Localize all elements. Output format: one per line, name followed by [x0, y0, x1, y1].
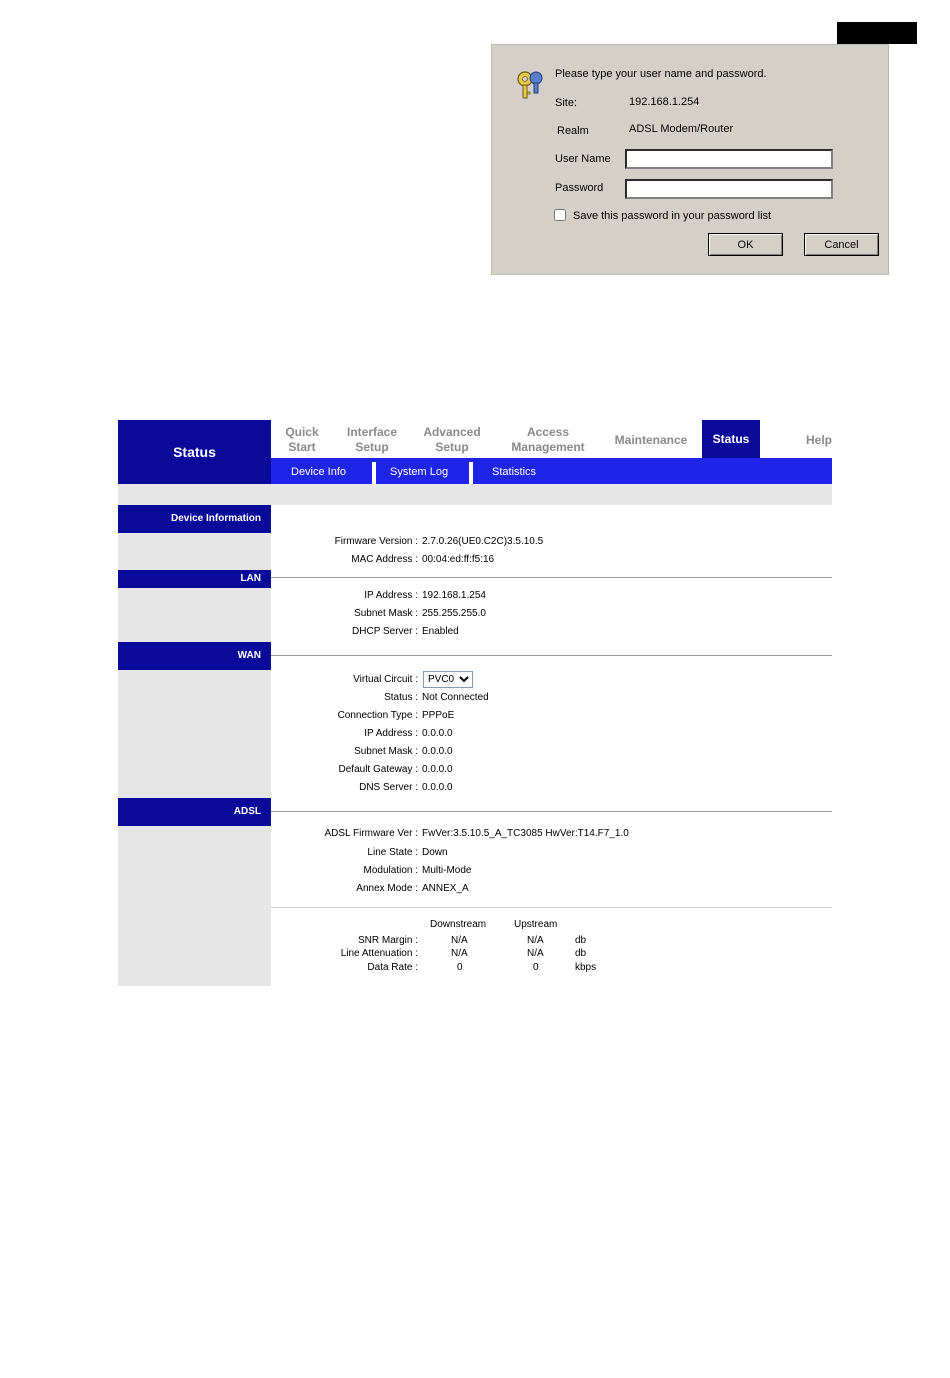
tab-advanced-setup[interactable]: Advanced Setup [423, 425, 481, 454]
section-device-information: Device Information [118, 505, 271, 533]
wan-status-label: Status : [384, 692, 418, 703]
snr-upstream-value: N/A [527, 935, 544, 946]
snr-margin-label: SNR Margin : [357, 935, 418, 946]
dns-label: DNS Server : [359, 782, 418, 793]
page-title: Status [173, 444, 216, 460]
section-adsl: ADSL [118, 798, 271, 826]
lan-ip-value: 192.168.1.254 [422, 590, 486, 601]
wan-status-value: Not Connected [422, 692, 489, 703]
page-corner-marker [837, 22, 917, 44]
section-divider [271, 577, 832, 578]
section-lan: LAN [118, 570, 271, 588]
subtab-statistics[interactable]: Statistics [492, 466, 537, 478]
dns-value: 0.0.0.0 [422, 782, 453, 793]
snr-downstream-value: N/A [451, 935, 468, 946]
dialog-message: Please type your user name and password. [555, 68, 767, 80]
connection-type-label: Connection Type : [337, 710, 418, 721]
password-input[interactable] [625, 179, 833, 199]
save-password-checkbox[interactable] [554, 209, 566, 221]
attenuation-upstream-value: N/A [527, 948, 544, 959]
wan-ip-label: IP Address : [364, 728, 418, 739]
dhcp-label: DHCP Server : [352, 626, 418, 637]
mac-label: MAC Address : [351, 554, 418, 565]
line-state-value: Down [422, 847, 448, 858]
subnav-divider [469, 462, 473, 484]
rate-downstream-value: 0 [457, 962, 463, 973]
snr-unit: db [575, 935, 587, 946]
annex-mode-value: ANNEX_A [422, 883, 469, 894]
mac-value: 00:04:ed:ff:f5:16 [422, 554, 495, 565]
wan-subnet-value: 0.0.0.0 [422, 746, 453, 757]
attenuation-unit: db [575, 948, 587, 959]
tab-maintenance[interactable]: Maintenance [614, 433, 688, 447]
sub-navigation [271, 458, 832, 484]
annex-mode-label: Annex Mode : [356, 883, 418, 894]
cancel-button[interactable]: Cancel [804, 233, 879, 256]
wan-ip-value: 0.0.0.0 [422, 728, 453, 739]
line-state-label: Line State : [367, 847, 418, 858]
page-title-box [118, 420, 271, 484]
lan-ip-label: IP Address : [364, 590, 418, 601]
modulation-label: Modulation : [363, 865, 418, 876]
section-divider [271, 811, 832, 812]
firmware-value: 2.7.0.26(UE0.C2C)3.5.10.5 [422, 536, 544, 547]
tab-interface-setup[interactable]: Interface Setup [346, 425, 398, 454]
gateway-label: Default Gateway : [338, 764, 418, 775]
wan-subnet-label: Subnet Mask : [354, 746, 418, 757]
tab-quick-start[interactable]: Quick Start [285, 425, 319, 454]
lan-subnet-label: Subnet Mask : [354, 608, 418, 619]
key-icon [514, 67, 548, 101]
ok-button[interactable]: OK [708, 233, 783, 256]
rate-unit: kbps [575, 962, 597, 973]
top-navigation [271, 420, 832, 458]
password-label: Password [555, 182, 604, 194]
router-status-page [118, 420, 832, 986]
subtab-system-log[interactable]: System Log [390, 466, 449, 478]
adsl-firmware-label: ADSL Firmware Ver : [324, 828, 418, 839]
subtab-device-info[interactable]: Device Info [291, 466, 347, 478]
virtual-circuit-label: Virtual Circuit : [353, 674, 418, 685]
tab-status[interactable]: Status [702, 420, 760, 458]
section-wan: WAN [118, 642, 271, 670]
attenuation-downstream-value: N/A [451, 948, 468, 959]
login-dialog [491, 44, 889, 275]
tab-help[interactable]: Help [805, 433, 832, 447]
lan-subnet-value: 255.255.255.0 [422, 608, 486, 619]
site-label: Site: [555, 97, 578, 109]
header-spacer [118, 484, 832, 505]
username-input[interactable] [625, 149, 833, 169]
username-label: User Name [555, 153, 611, 165]
site-value: 192.168.1.254 [629, 96, 700, 108]
firmware-label: Firmware Version : [334, 536, 418, 547]
virtual-circuit-select[interactable] [423, 671, 473, 688]
connection-type-value: PPPoE [422, 710, 455, 721]
section-divider [271, 655, 832, 656]
column-header-downstream: Downstream [430, 919, 487, 930]
data-rate-label: Data Rate : [367, 962, 418, 973]
rate-upstream-value: 0 [533, 962, 539, 973]
adsl-firmware-value: FwVer:3.5.10.5_A_TC3085 HwVer:T14.F7_1.0 [422, 828, 629, 839]
line-attenuation-label: Line Attenuation : [340, 948, 418, 959]
tab-access-management[interactable]: Access Management [511, 425, 585, 454]
realm-label: Realm [557, 125, 589, 137]
section-divider [271, 907, 832, 908]
column-header-upstream: Upstream [514, 919, 558, 930]
gateway-value: 0.0.0.0 [422, 764, 453, 775]
save-password-label: Save this password in your password list [573, 210, 772, 222]
subnav-divider [372, 462, 376, 484]
modulation-value: Multi-Mode [422, 865, 472, 876]
dhcp-value: Enabled [422, 626, 459, 637]
realm-value: ADSL Modem/Router [629, 123, 734, 135]
